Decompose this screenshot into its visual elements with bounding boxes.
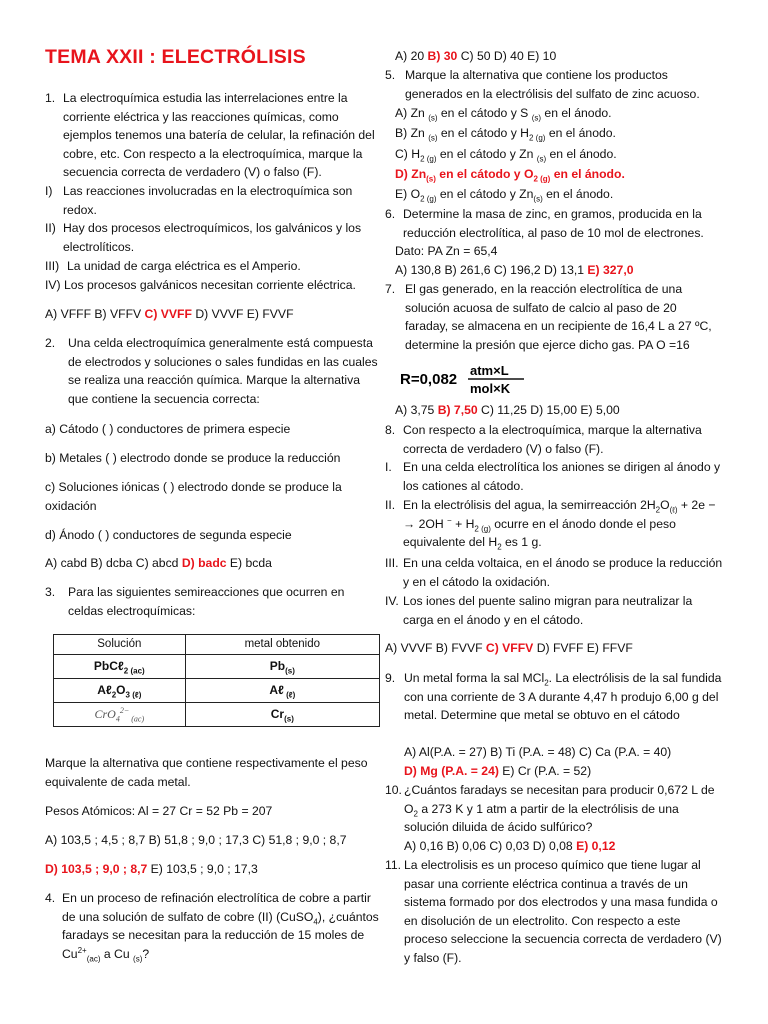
answer-options: A) 20 B) 30 C) 50 D) 40 E) 10 <box>395 49 557 63</box>
answer-options: A) cabd B) dcba C) abcd D) badc E) bcda <box>45 556 272 570</box>
question-10: 10. ¿Cuántos faradays se necesitan para producir 0,672 L de $O_2$ a 273 K y 1 atm a partir de la electrólisis de una solución diluida de ácido sulfúrico? <box>385 783 715 834</box>
svg-text:mol×K: mol×K <box>470 381 511 396</box>
answer-options: D) Mg (P.A. = 24) E) Cr (P.A. = 52) <box>404 764 592 778</box>
statement-iii: III. En una celda voltaica, en el ánodo se produce la reducción y en el cátodo la oxidación. <box>385 556 723 589</box>
option-e: E) $O_{2 (g)}$ en el cátodo y $Zn_{(s)}$ en el ánodo. <box>395 187 614 204</box>
table-row <box>54 654 380 678</box>
statement-iv: IV. Los iones del puente salino migran para neutralizar la carga en el ánodo y en el cátodo. <box>385 594 693 627</box>
correct-answer: C) VVFF <box>144 307 192 321</box>
table-cell: Aℓ $_{(\ell)}$ <box>185 678 379 702</box>
question-text: La electroquímica estudia las interrelaciones entre la corriente eléctrica y las reacciones químicas, como ejemplos tenemos una batería de celular, la refinación del cobre, etc. Con respecto a la electroquímica, marque la secuencia correcta de verdadero (V) o falso (F). <box>63 91 375 179</box>
table-header-cell: metal obtenido <box>185 635 379 655</box>
correct-answer: E) 327,0 <box>587 263 634 277</box>
item-a: a) Cátodo ( ) conductores de primera especie <box>45 422 291 436</box>
question-5: 5. Marque la alternativa que contiene los productos generados en la electrólisis del sulfato de zinc acuoso. <box>385 68 700 101</box>
answer-options: A) 103,5 ; 4,5 ; 8,7 B) 51,8 ; 9,0 ; 17,3 C) 51,8 ; 9,0 ; 8,7 <box>45 833 347 847</box>
chemistry-table <box>53 634 380 727</box>
answer-options: A) VFFF B) VFFV C) VVFF D) VVVF E) FVVF <box>45 307 294 321</box>
table-cell: PbCℓ$_{2 (ac)}$ <box>54 654 186 678</box>
gas-constant-formula <box>400 362 530 402</box>
statement-i: I) Las reacciones involucradas en la electroquímica son redox. <box>45 184 353 217</box>
question-1 <box>45 89 383 182</box>
table-cell: $A\ell_2O_3$ $_{(\ell)}$ <box>54 678 186 702</box>
answer-options: A) VVVF B) FVVF C) VFFV D) FVFF E) FFVF <box>385 641 633 655</box>
statement-i: I. En una celda electrolítica los aniones se dirigen al ánodo y los cationes al cátodo. <box>385 460 721 493</box>
answer-options: A) 3,75 B) 7,50 C) 11,25 D) 15,00 E) 5,00 <box>395 403 620 417</box>
table-row <box>54 702 380 726</box>
svg-text:atm×L: atm×L <box>470 363 509 378</box>
page-title: TEMA XXII : ELECTRÓLISIS <box>45 46 306 68</box>
option-b: B) Zn $_{(s)}$ en el cátodo y $H_{2 (g)}$ en el ánodo. <box>395 126 616 143</box>
correct-answer: D) 103,5 ; 9,0 ; 8,7 <box>45 862 148 876</box>
item-b: b) Metales ( ) electrodo donde se produce la reducción <box>45 451 341 465</box>
question-3: 3. Para las siguientes semireacciones que ocurren en celdas electroquímicas: <box>45 585 345 618</box>
data-line: Dato: PA Zn = 65,4 <box>395 244 498 258</box>
option-a: A) Zn $_{(s)}$ en el cátodo y S $_{(s)}$ en el ánodo. <box>395 106 612 123</box>
svg-text:R=0,082: R=0,082 <box>400 371 458 388</box>
correct-answer: D) Mg (P.A. = 24) <box>404 764 499 778</box>
question-11: 11. La electrolisis es un proceso químico que tiene lugar al pasar una corriente eléctrica continua a través de un sistema formado por dos electrodos y una masa fundida o en disolución de un electrolito. Con respecto a este proceso seleccione la secuencia correcta de verdadero (V) y falso (F). <box>385 858 722 965</box>
table-cell: CrO$_4^{2-}$ $_{(ac)}$ <box>54 702 186 726</box>
table-cell: $Cr_{(s)}$ <box>185 702 379 726</box>
table-header-cell: Solución <box>54 635 186 655</box>
correct-answer: D) $Zn_{(s)}$ en el cátodo y $O_{2 (g)}$ en el ánodo. <box>395 167 625 184</box>
statement-ii: II. En la electrólisis del agua, la semirreacción $2H_2O_{(\ell)} + 2e$ − → 2OH $^- + H_{2 (g)}$ ocurre en el ánodo donde el peso equivalente del $H_2$ es 1 g. <box>385 498 716 552</box>
question-2: 2. Una celda electroquímica generalmente está compuesta de electrodos y soluciones o sales fundidas en las cuales se realiza una reacción química. Marque la alternativa que contiene la secuencia correcta: <box>45 336 378 406</box>
formula-graphic <box>400 362 530 396</box>
correct-answer: E) 0,12 <box>576 839 616 853</box>
correct-answer: B) 30 <box>427 49 458 63</box>
option-c: C) $H_{2 (g)}$ en el cátodo y Zn $_{(s)}$ en el ánodo. <box>395 147 617 164</box>
table-header-row <box>54 635 380 655</box>
question-4: 4. En un proceso de refinación electrolítica de cobre a partir de una solución de sulfato de cobre (II) (CuSO$_4$), ¿cuántos faradays se necesitan para la reducción de 15 moles de $Cu^{2+}_{(ac)}$ a Cu $_{(s)}$? <box>45 891 379 963</box>
answer-options: D) 103,5 ; 9,0 ; 8,7 E) 103,5 ; 9,0 ; 17,3 <box>45 862 258 876</box>
statement-ii: II) Hay dos procesos electroquímicos, los galvánicos y los electrolíticos. <box>45 221 362 254</box>
item-d: d) Ánodo ( ) conductores de segunda especie <box>45 528 292 542</box>
question-9: 9. Un metal forma la sal MCl$_2$. La electrólisis de la sal fundida con una corriente de 3 A durante 4,47 h produjo 6,00 g del metal. Determine que metal se obtuvo en el cátodo <box>385 671 722 722</box>
table-row <box>54 678 380 702</box>
answer-options: A) 0,16 B) 0,06 C) 0,03 D) 0,08 E) 0,12 <box>404 839 616 853</box>
correct-answer: D) badc <box>181 556 227 570</box>
correct-answer: C) VFFV <box>485 641 534 655</box>
item-c: c) Soluciones iónicas ( ) electrodo donde se produce la oxidación <box>45 480 342 513</box>
question-number: 1. <box>45 91 56 105</box>
question-text: Marque la alternativa que contiene respectivamente el peso equivalente de cada metal. <box>45 756 368 789</box>
answer-options: A) 130,8 B) 261,6 C) 196,2 D) 13,1 E) 327,0 <box>395 263 634 277</box>
question-6: 6. Determine la masa de zinc, en gramos, producida en la reducción electrolítica, al paso de 10 mol de electrones. <box>385 207 704 240</box>
atomic-weights: Pesos Atómicos: Al = 27 Cr = 52 Pb = 207 <box>45 804 273 818</box>
correct-answer: B) 7,50 <box>437 403 478 417</box>
table-cell: $Pb_{(s)}$ <box>185 654 379 678</box>
question-7: 7. El gas generado, en la reacción electrolítica de una solución acuosa de sulfato de calcio al paso de 20 faraday, se almacena en un recipiente de 16,4 L a 27 ºC, determine la presión que ejerce dicho gas. PA O =16 <box>385 282 712 352</box>
answer-options: A) Al(P.A. = 27) B) Ti (P.A. = 48) C) Ca (P.A. = 40) <box>404 745 672 759</box>
statement-iv: IV) Los procesos galvánicos necesitan corriente eléctrica. <box>45 278 356 292</box>
statement-iii: III) La unidad de carga eléctrica es el Amperio. <box>45 259 301 273</box>
question-8: 8. Con respecto a la electroquímica, marque la alternativa correcta de verdadero (V) o falso (F). <box>385 423 702 456</box>
